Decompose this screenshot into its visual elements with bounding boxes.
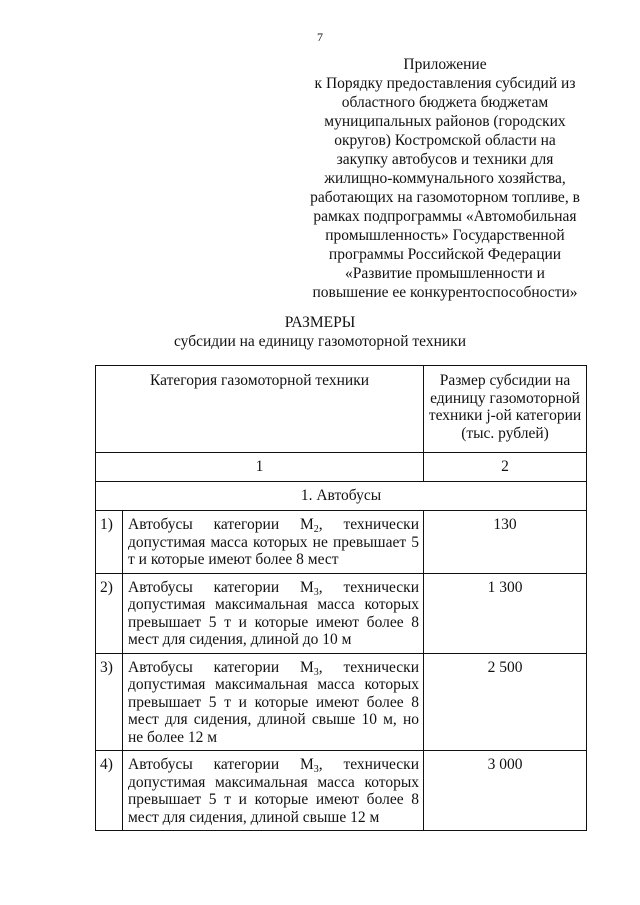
appendix-line: повышение ее конкурентоспособности» — [312, 284, 578, 301]
row-description: Автобусы категории $М_3$, технически допустимая максимальная масса которых превышает 5 т и которые имеют более 8 мест для сидения, длиной свыше 12 м — [123, 751, 424, 831]
row-number: 3) — [96, 653, 123, 751]
appendix-line: рамках подпрограммы «Автомобильная — [313, 208, 577, 225]
appendix-line: муниципальных районов (городских — [324, 113, 566, 130]
table-row — [96, 511, 587, 574]
appendix-line: жилищно-коммунального хозяйства, — [324, 170, 566, 187]
appendix-line: округов) Костромской области на — [334, 132, 556, 149]
row-subsidy-value: 3 000 — [424, 751, 587, 831]
document-title: РАЗМЕРЫ — [284, 314, 356, 331]
column-number-1: 1 — [96, 453, 424, 482]
section-row — [96, 482, 587, 511]
column-number-2: 2 — [424, 453, 587, 482]
appendix-line: Приложение — [403, 56, 487, 73]
row-number: 2) — [96, 573, 123, 653]
header-category: Категория газомоторной техники — [96, 366, 424, 453]
column-number-row — [96, 453, 587, 482]
appendix-line: промышленность» Государственной — [325, 227, 565, 244]
appendix-line: областного бюджета бюджетам — [341, 94, 549, 111]
table-header-row — [96, 366, 587, 453]
row-number: 4) — [96, 751, 123, 831]
row-subsidy-value: 2 500 — [424, 653, 587, 751]
page-number: 7 — [317, 30, 323, 44]
appendix-line: «Развитие промышленности и — [345, 265, 545, 282]
row-number: 1) — [96, 511, 123, 574]
row-subsidy-value: 130 — [424, 511, 587, 574]
row-description: Автобусы категории $М_2$, технически допустимая масса которых не превышает 5 т и которые имеют более 8 мест — [123, 511, 424, 574]
table-row — [96, 573, 587, 653]
appendix-header — [300, 55, 590, 302]
document-subtitle: субсидии на единицу газомоторной техники — [173, 333, 467, 350]
table-row — [96, 751, 587, 831]
section-title: 1. Автобусы — [96, 482, 587, 511]
appendix-line: к Порядку предоставления субсидий из — [314, 75, 576, 92]
row-subsidy-value: 1 300 — [424, 573, 587, 653]
appendix-line: работающих на газомоторном топливе, в — [310, 189, 580, 206]
subsidy-table — [95, 365, 587, 831]
header-subsidy-size: Размер субсидии на единицу газомоторной техники j-ой категории (тыс. рублей) — [424, 366, 587, 453]
table-row — [96, 653, 587, 751]
row-description: Автобусы категории $М_3$, технически допустимая максимальная масса которых превышает 5 т и которые имеют более 8 мест для сидения, длиной свыше 10 м, но не более 12 м — [123, 653, 424, 751]
row-description: Автобусы категории $М_3$, технически допустимая максимальная масса которых превышает 5 т и которые имеют более 8 мест для сидения, длиной до 10 м — [123, 573, 424, 653]
appendix-line: закупку автобусов и техники для — [336, 151, 554, 168]
appendix-line: программы Российской Федерации — [328, 246, 562, 263]
